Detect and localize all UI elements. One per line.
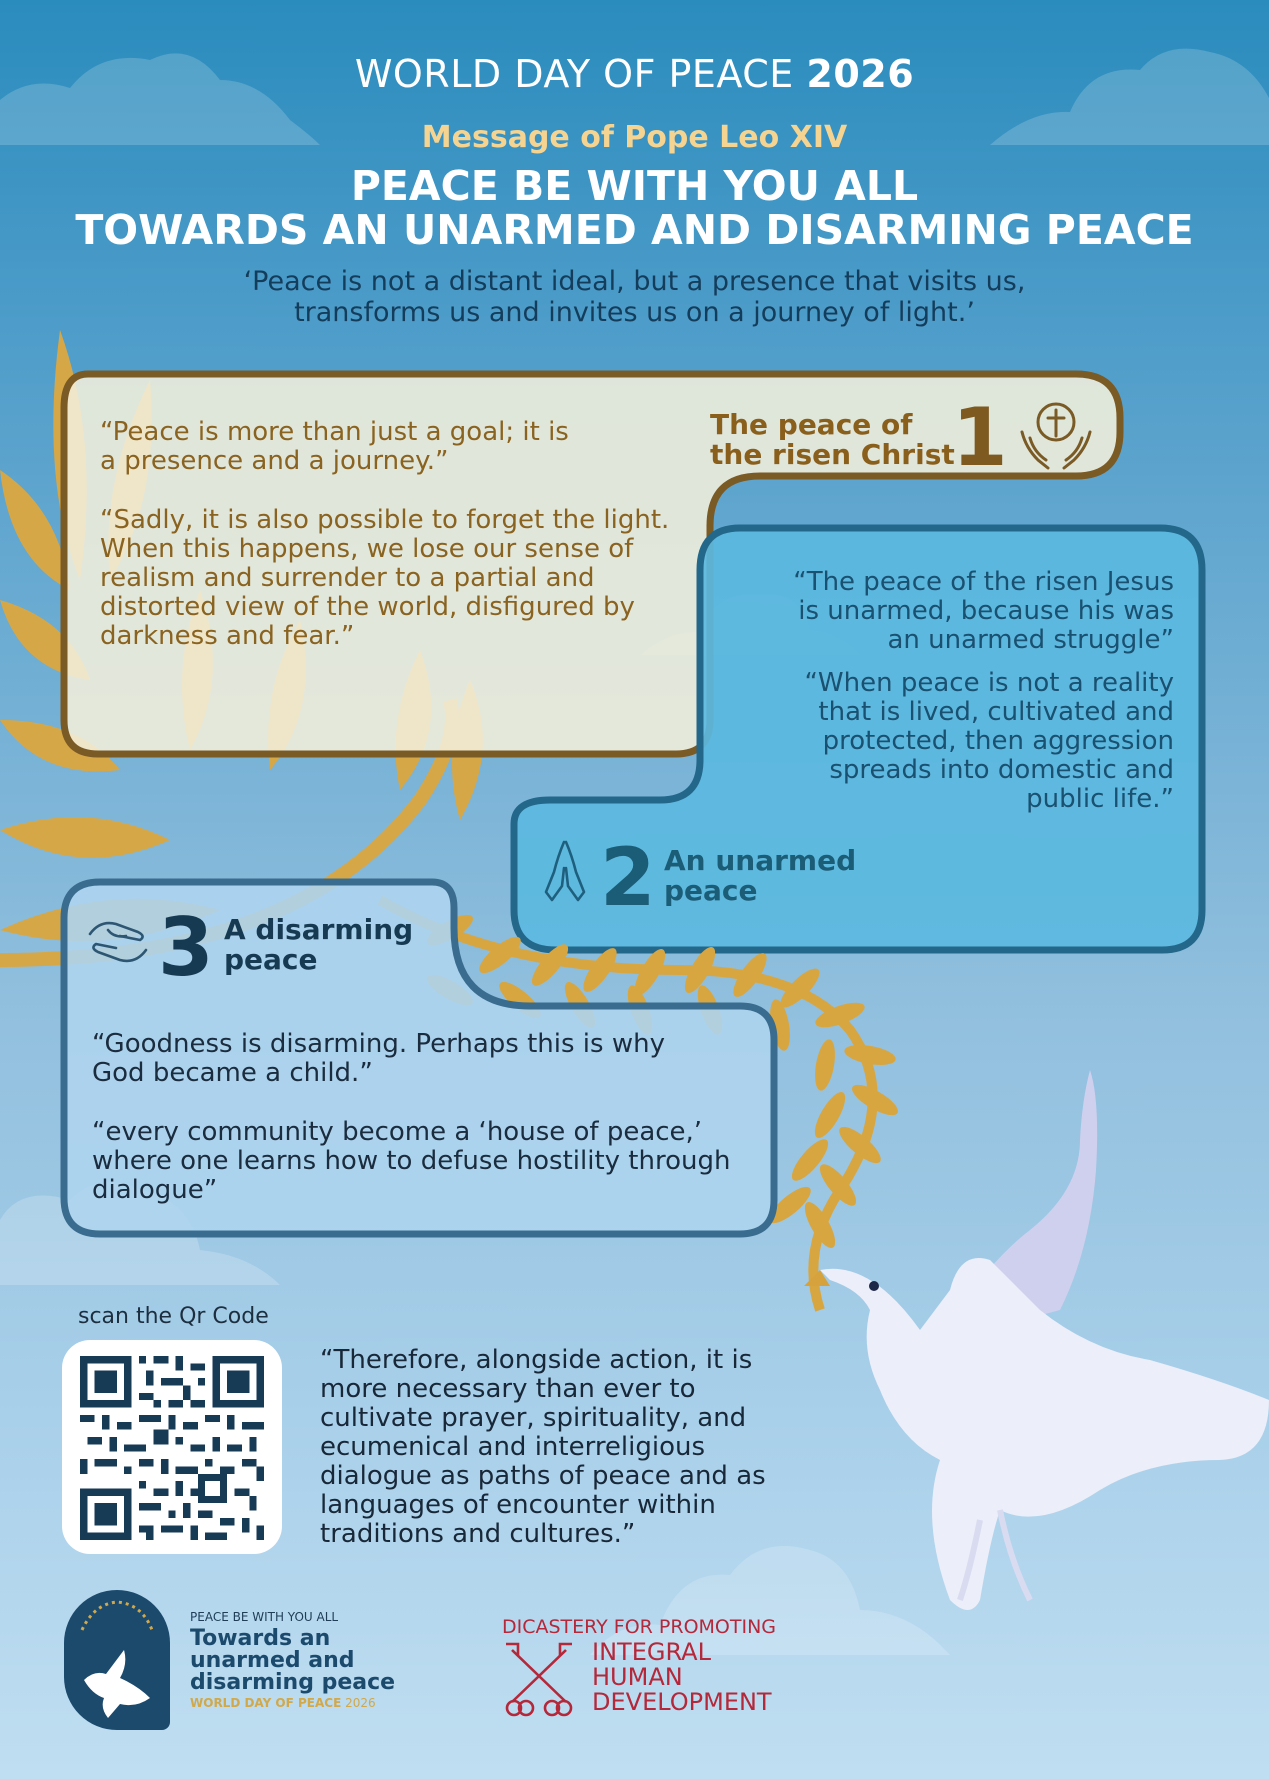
- dicastery-line4: DEVELOPMENT: [592, 1688, 772, 1716]
- section-2-title: [664, 846, 856, 906]
- dicastery-line3: HUMAN: [592, 1663, 683, 1691]
- dove-illustration: [800, 1060, 1269, 1620]
- qr-label: scan the Qr Code: [78, 1304, 269, 1329]
- event-title: [0, 52, 1269, 96]
- section-1-quotes: [100, 418, 690, 651]
- section-3-title-line2: peace: [224, 943, 318, 976]
- section-2-title-line2: peace: [664, 874, 758, 907]
- dicastery-name-top: DICASTERY FOR PROMOTING: [502, 1616, 777, 1638]
- logo-footer-year: 2026: [345, 1696, 376, 1710]
- section-2-quotes: [770, 568, 1174, 814]
- section-2-quote-2: “When peace is not a reality that is lived, cultivated and protected, then aggression spreads into domestic and public life.”: [804, 668, 1174, 814]
- praying-hands-icon: [540, 838, 590, 906]
- section-2-quote-1: “The peace of the risen Jesus is unarmed, because his was an unarmed struggle”: [793, 567, 1174, 655]
- section-1-quote-1: “Peace is more than just a goal; it is a presence and a journey.”: [100, 417, 569, 476]
- section-3-quote-1: “Goodness is disarming. Perhaps this is why God became a child.”: [92, 1029, 665, 1088]
- section-3-title-line1: A disarming: [224, 913, 414, 946]
- handshake-icon: [86, 914, 150, 970]
- logo-line1: Towards an: [190, 1626, 331, 1651]
- section-1-title-line2: the risen Christ: [710, 438, 955, 471]
- section-2-number: 2: [600, 831, 656, 924]
- section-3-quote-2: “every community become a ‘house of peace,’ where one learns how to defuse hostility through dialogue”: [92, 1117, 731, 1205]
- header-quote-line1: ‘Peace is not a distant ideal, but a presence that visits us,: [243, 266, 1026, 297]
- header-quote-line2: transforms us and invites us on a journey of light.’: [294, 297, 975, 328]
- dicastery-line2: INTEGRAL: [592, 1638, 711, 1666]
- dicastery-name: [592, 1640, 772, 1715]
- section-3-number: 3: [158, 901, 214, 994]
- closing-quote: “Therefore, alongside action, it is more necessary than ever to cultivate prayer, spirituality, and ecumenical and interreligious dialogue as paths of peace and as languages of encounter within traditions and cultures.”: [320, 1345, 766, 1549]
- subtitle: Message of Pope Leo XIV: [421, 120, 848, 155]
- logo-text: [190, 1610, 430, 1710]
- logo-line2: unarmed and: [190, 1648, 355, 1673]
- section-3-quotes: [92, 1030, 752, 1205]
- logo-dove-icon: [64, 1590, 170, 1730]
- main-heading-line2: TOWARDS AN UNARMED AND DISARMING PEACE: [75, 206, 1194, 254]
- qr-code-card[interactable]: [62, 1340, 282, 1554]
- qr-code[interactable]: [80, 1356, 264, 1540]
- event-year: 2026: [806, 52, 915, 96]
- section-3-title: [224, 915, 413, 975]
- section-1-number: 1: [952, 391, 1008, 484]
- main-heading-line1: PEACE BE WITH YOU ALL: [350, 162, 919, 210]
- keys-icon: [502, 1642, 576, 1718]
- header-quote: [0, 266, 1269, 328]
- section-2-title-line1: An unarmed: [664, 844, 857, 877]
- hands-cross-icon: [1016, 398, 1096, 478]
- event-title-text: WORLD DAY OF PEACE: [354, 52, 794, 96]
- section-1-title-line1: The peace of: [710, 408, 913, 441]
- event-logo: [64, 1590, 170, 1730]
- logo-line3: disarming peace: [190, 1670, 396, 1695]
- section-1-quote-2: “Sadly, it is also possible to forget the light. When this happens, we lose our sense of realism and surrender to a partial and distorted view of the world, disfigured by darkness and fear.”: [100, 505, 670, 651]
- main-heading: [0, 164, 1269, 252]
- logo-small-text: PEACE BE WITH YOU ALL: [190, 1610, 339, 1624]
- logo-footer: [190, 1696, 430, 1710]
- logo-footer-bold: WORLD DAY OF PEACE: [190, 1696, 342, 1710]
- section-1-title: [710, 410, 955, 470]
